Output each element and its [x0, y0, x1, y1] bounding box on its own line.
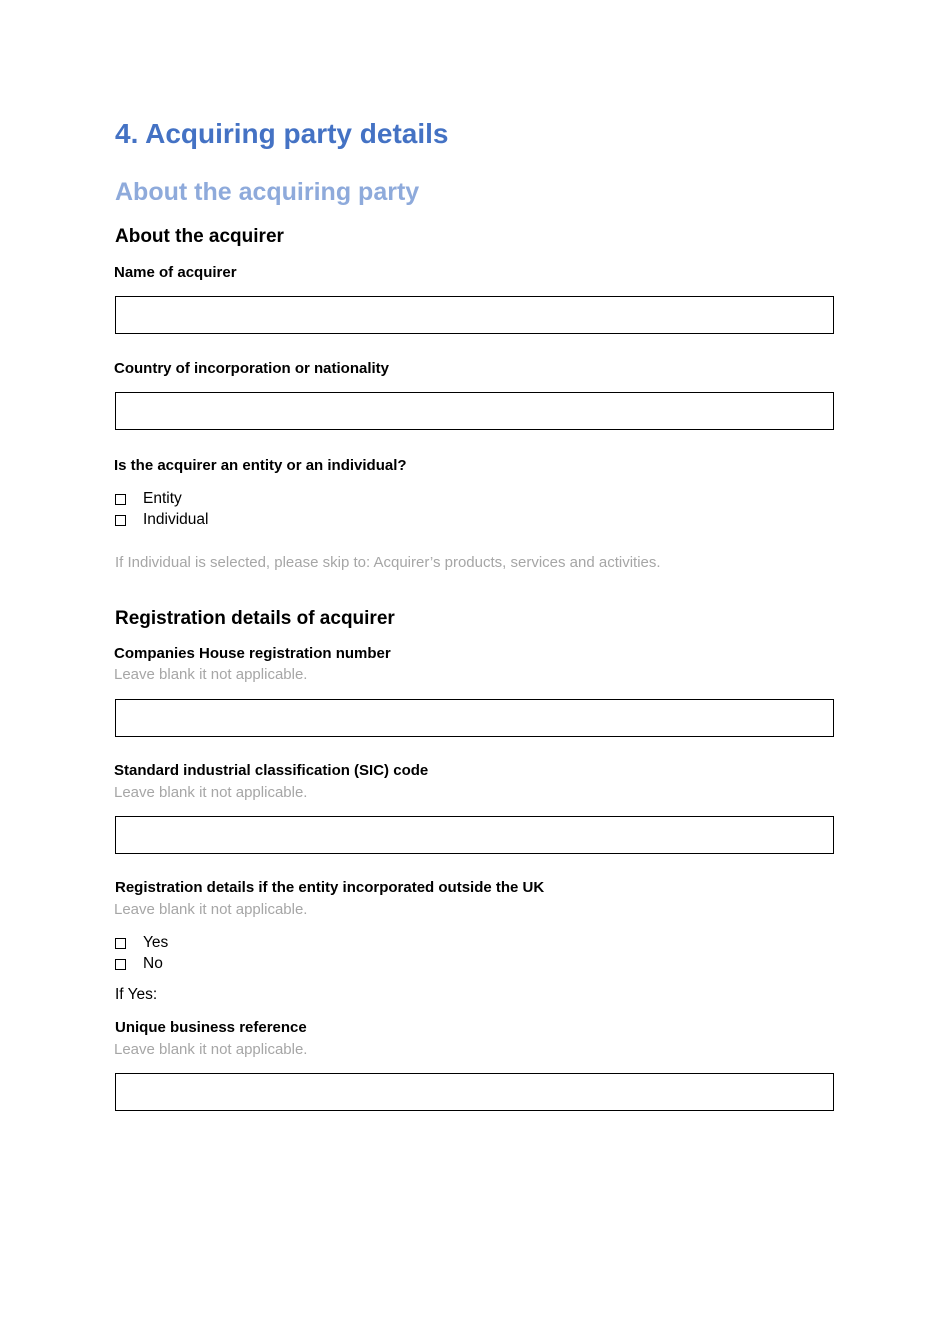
option-yes[interactable]	[115, 933, 168, 953]
companies-house-field[interactable]	[115, 699, 834, 737]
country-field[interactable]	[115, 392, 834, 430]
yes-checkbox[interactable]	[115, 938, 126, 949]
ubr-hint: Leave blank it not applicable.	[114, 1041, 308, 1058]
ubr-label: Unique business reference	[115, 1019, 307, 1036]
sic-code-hint: Leave blank it not applicable.	[114, 784, 308, 801]
individual-option-label: Individual	[143, 511, 209, 528]
about-acquirer-heading: About the acquirer	[115, 226, 284, 247]
individual-checkbox[interactable]	[115, 515, 126, 526]
registration-heading: Registration details of acquirer	[115, 608, 395, 629]
section-title: 4. Acquiring party details	[115, 118, 449, 149]
subsection-title: About the acquiring party	[115, 178, 420, 206]
option-entity[interactable]	[115, 489, 182, 509]
companies-house-hint: Leave blank it not applicable.	[114, 666, 308, 683]
no-option-label: No	[143, 955, 163, 972]
name-of-acquirer-label: Name of acquirer	[114, 264, 237, 281]
ubr-field[interactable]	[115, 1073, 834, 1111]
yes-option-label: Yes	[143, 934, 169, 951]
no-checkbox[interactable]	[115, 959, 126, 970]
companies-house-label: Companies House registration number	[114, 645, 391, 662]
entity-option-label: Entity	[143, 490, 182, 507]
skip-note: If Individual is selected, please skip to: Acquirer’s products, services and activities.	[115, 554, 661, 571]
outside-uk-label: Registration details if the entity incorporated outside the UK	[115, 879, 545, 896]
option-individual[interactable]	[115, 510, 209, 530]
outside-uk-hint: Leave blank it not applicable.	[114, 901, 308, 918]
country-label: Country of incorporation or nationality	[114, 360, 389, 377]
acquirer-type-question: Is the acquirer an entity or an individual?	[114, 457, 407, 474]
name-of-acquirer-field[interactable]	[115, 296, 834, 334]
sic-code-field[interactable]	[115, 816, 834, 854]
option-no[interactable]	[115, 954, 163, 974]
sic-code-label: Standard industrial classification (SIC) code	[114, 762, 429, 779]
entity-checkbox[interactable]	[115, 494, 126, 505]
if-yes-text: If Yes:	[115, 986, 158, 1003]
